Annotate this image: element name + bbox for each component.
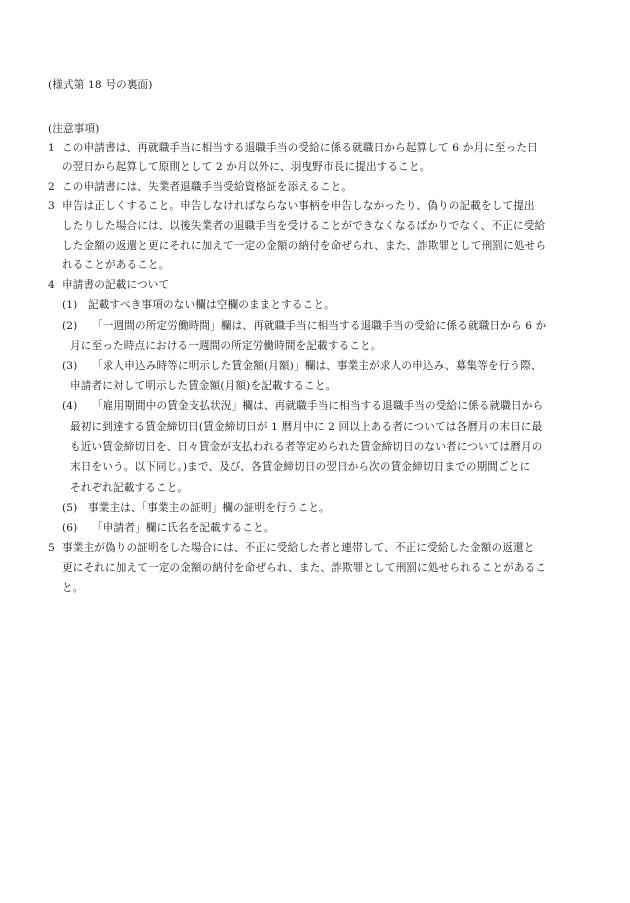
note-3-line-1: 申告は正しくすること。申告しなければならない事柄を申告しなかったり、偽りの記載をして提出 bbox=[62, 200, 535, 212]
note-2-line-1: この申請書には、失業者退職手当受給資格証を添えること。 bbox=[62, 181, 353, 193]
note-4-sub-4-line-4: 末日をいう。以下同じ。)まで、及び、各賃金締切日の翌日から次の賃金締切日までの期間ごとに bbox=[70, 461, 531, 473]
note-3-line-4: れることがあること。 bbox=[62, 259, 170, 271]
note-1-number: 1 bbox=[48, 142, 55, 154]
note-1-line-2: の翌日から起算して原則として 2 か月以外に、羽曳野市長に提出すること。 bbox=[62, 161, 431, 173]
note-4-sub-3-number: (3) bbox=[62, 360, 78, 372]
note-4-sub-2-line-1: 「一週間の所定労働時間」欄は、再就職手当に相当する退職手当の受給に係る就職日から 6 か bbox=[92, 320, 547, 332]
note-4-sub-1-line-1: 記載すべき事項のない欄は空欄のままとすること。 bbox=[88, 299, 335, 311]
note-4-sub-3-line-2: 申請者に対して明示した賃金額(月額)を記載すること。 bbox=[70, 380, 337, 392]
note-3-line-2: したりした場合には、以後失業者の退職手当を受けることができなくなるばかりでなく、不正に受給 bbox=[62, 220, 546, 232]
note-3-line-3: した金額の返還と更にそれに加えて一定の金額の納付を命ぜられ、また、詐欺罪として刑罰に処せら bbox=[62, 240, 547, 252]
note-4-sub-4-line-5: それぞれ記載すること。 bbox=[70, 482, 189, 494]
note-4-sub-6-number: (6) bbox=[62, 522, 78, 534]
note-5-line-3: と。 bbox=[62, 582, 84, 594]
note-4-line-1: 申請書の記載について bbox=[62, 279, 170, 291]
notes-heading: (注意事項) bbox=[48, 123, 100, 135]
note-5-number: 5 bbox=[48, 542, 55, 554]
note-4-sub-5-number: (5) bbox=[62, 502, 78, 514]
form-label: (様式第 18 号の裏面) bbox=[48, 79, 153, 91]
note-4-sub-2-line-2: 月に至った時点における一週間の所定労働時間を記載すること。 bbox=[70, 340, 382, 352]
note-1-line-1: この申請書は、再就職手当に相当する退職手当の受給に係る就職日から起算して 6 か月に至った日 bbox=[62, 142, 538, 154]
note-4-sub-6-line-1: 「申請者」欄に氏名を記載すること。 bbox=[92, 522, 275, 534]
note-4-sub-4-line-1: 「雇用期間中の賃金支払状況」欄は、再就職手当に相当する退職手当の受給に係る就職日から bbox=[92, 400, 544, 412]
note-4-sub-5-line-1: 事業主は、「事業主の証明」欄の証明を行うこと。 bbox=[88, 502, 330, 514]
note-4-sub-4-line-3: も近い賃金締切日を、日々賃金が支払われる者等定められた賃金締切日のない者については暦月の bbox=[70, 441, 543, 453]
note-4-sub-3-line-1: 「求人申込み時等に明示した賃金額(月額)」欄は、事業主が求人の申込み、募集等を行う際、 bbox=[92, 360, 542, 372]
note-4-sub-4-line-2: 最初に到達する賃金締切日(賃金締切日が 1 暦月中に 2 回以上ある者については各暦月の末日に最 bbox=[70, 421, 543, 433]
note-5-line-1: 事業主が偽りの証明をした場合には、不正に受給した者と連帯して、不正に受給した金額の返還と bbox=[62, 542, 535, 554]
note-4-sub-4-number: (4) bbox=[62, 400, 78, 412]
note-3-number: 3 bbox=[48, 200, 55, 212]
note-2-number: 2 bbox=[48, 181, 55, 193]
note-4-number: 4 bbox=[48, 279, 55, 291]
note-4-sub-2-number: (2) bbox=[62, 320, 78, 332]
note-5-line-2: 更にそれに加えて一定の金額の納付を命ぜられ、また、詐欺罪として刑罰に処せられることがあるこ bbox=[62, 562, 547, 574]
note-4-sub-1-number: (1) bbox=[62, 299, 78, 311]
